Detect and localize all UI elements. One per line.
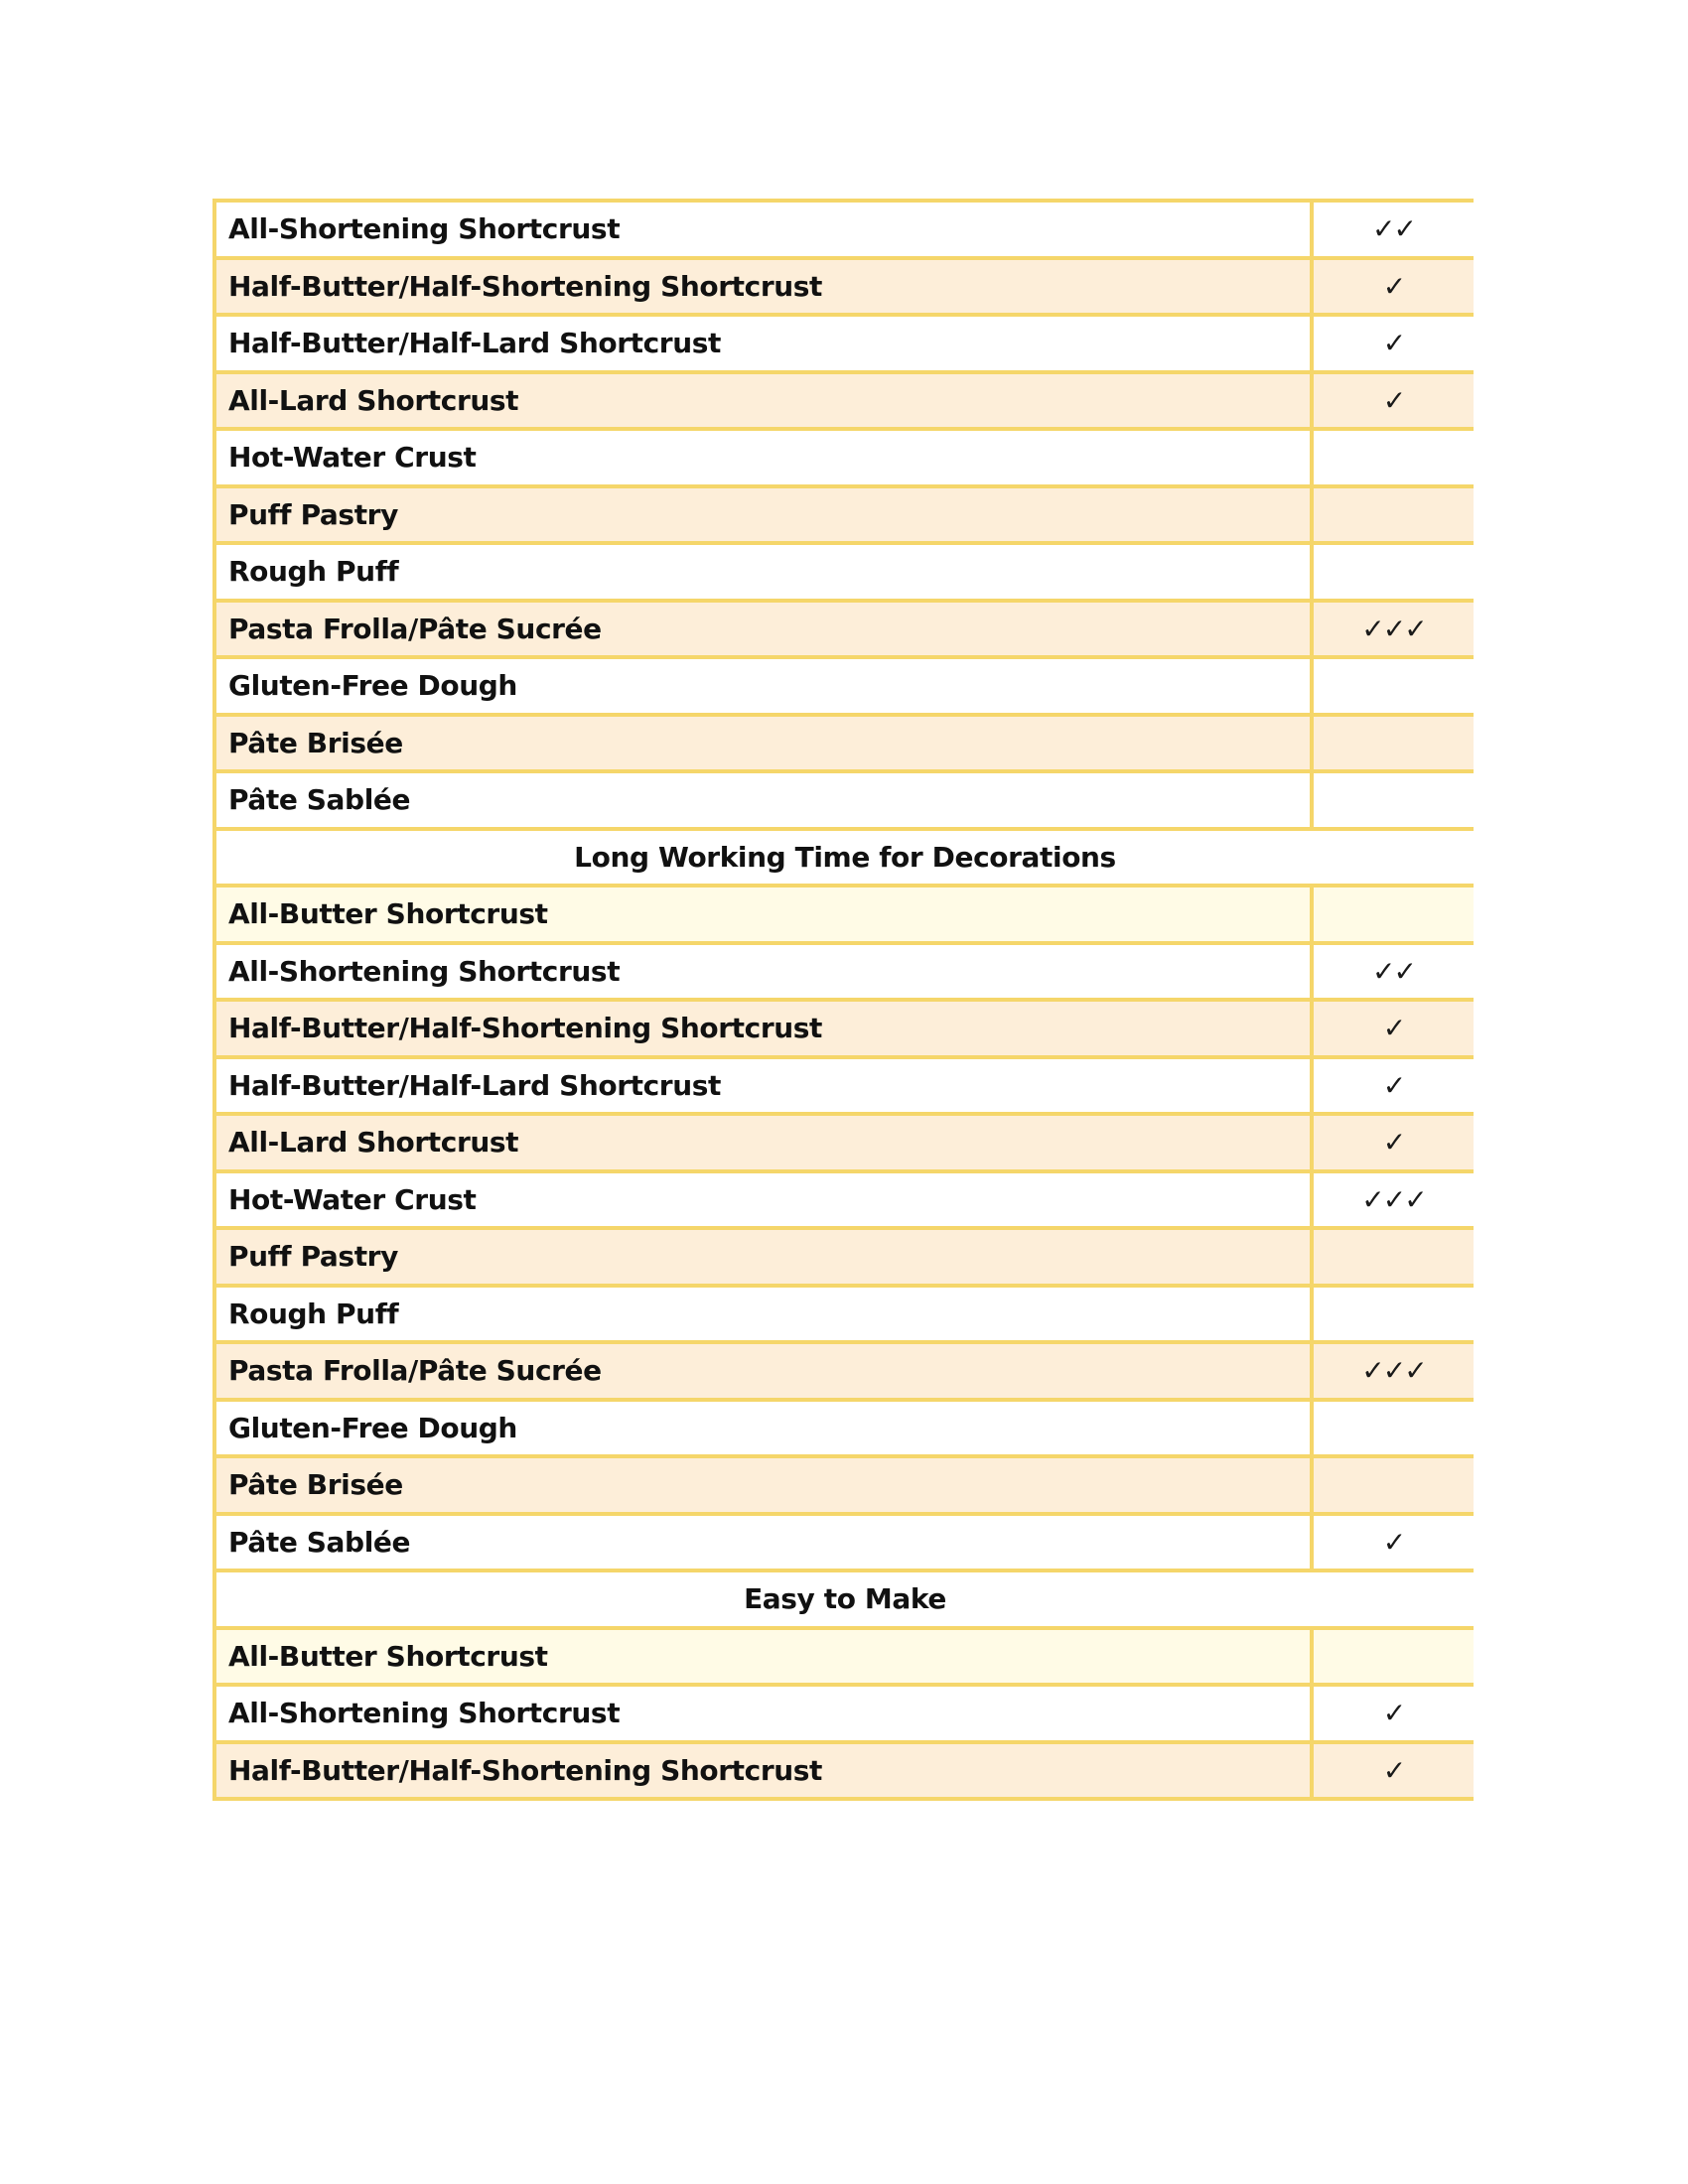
pastry-comparison-table <box>212 199 1474 1801</box>
pastry-name-cell: Hot-Water Crust <box>214 429 1312 486</box>
rating-checkmarks-cell <box>1312 886 1474 943</box>
rating-checkmarks-cell <box>1312 486 1474 544</box>
rating-checkmarks-cell <box>1312 657 1474 715</box>
table-row <box>214 372 1474 430</box>
rating-checkmarks-cell: ✓ <box>1312 315 1474 372</box>
rating-checkmarks-cell: ✓✓✓ <box>1312 1342 1474 1400</box>
rating-checkmarks-cell <box>1312 1456 1474 1514</box>
table-row <box>214 1456 1474 1514</box>
table-row <box>214 771 1474 829</box>
pastry-name-cell: Hot-Water Crust <box>214 1171 1312 1229</box>
pastry-name-cell: Pâte Sablée <box>214 771 1312 829</box>
table-row <box>214 1628 1474 1686</box>
rating-checkmarks-cell <box>1312 1286 1474 1343</box>
rating-checkmarks-cell: ✓ <box>1312 1742 1474 1800</box>
rating-checkmarks-cell: ✓✓✓ <box>1312 1171 1474 1229</box>
rating-checkmarks-cell: ✓ <box>1312 1057 1474 1115</box>
pastry-name-cell: Gluten-Free Dough <box>214 657 1312 715</box>
rating-checkmarks-cell: ✓✓✓ <box>1312 601 1474 658</box>
pastry-name-cell: All-Shortening Shortcrust <box>214 943 1312 1001</box>
table-row <box>214 1685 1474 1742</box>
table-row <box>214 657 1474 715</box>
table-row <box>214 1514 1474 1571</box>
rating-checkmarks-cell: ✓ <box>1312 1000 1474 1057</box>
table-row <box>214 429 1474 486</box>
pastry-name-cell: Pâte Sablée <box>214 1514 1312 1571</box>
pastry-name-cell: Half-Butter/Half-Shortening Shortcrust <box>214 1000 1312 1057</box>
pastry-name-cell: Pâte Brisée <box>214 715 1312 772</box>
section-heading-row <box>214 829 1474 887</box>
pastry-name-cell: All-Butter Shortcrust <box>214 886 1312 943</box>
rating-checkmarks-cell <box>1312 771 1474 829</box>
table-row <box>214 543 1474 601</box>
rating-checkmarks-cell <box>1312 543 1474 601</box>
table-row <box>214 1342 1474 1400</box>
pastry-name-cell: Puff Pastry <box>214 1228 1312 1286</box>
table-row <box>214 1286 1474 1343</box>
pastry-name-cell: Half-Butter/Half-Lard Shortcrust <box>214 315 1312 372</box>
table-row <box>214 486 1474 544</box>
table-row <box>214 1114 1474 1171</box>
table-row <box>214 258 1474 316</box>
table-row <box>214 1400 1474 1457</box>
rating-checkmarks-cell: ✓ <box>1312 1514 1474 1571</box>
rating-checkmarks-cell: ✓ <box>1312 372 1474 430</box>
pastry-name-cell: Pasta Frolla/Pâte Sucrée <box>214 601 1312 658</box>
rating-checkmarks-cell <box>1312 1400 1474 1457</box>
table-row <box>214 886 1474 943</box>
section-heading-row <box>214 1570 1474 1628</box>
table-row <box>214 315 1474 372</box>
pastry-comparison-table-container <box>212 199 1474 1985</box>
pastry-name-cell: Half-Butter/Half-Shortening Shortcrust <box>214 1742 1312 1800</box>
rating-checkmarks-cell: ✓ <box>1312 1114 1474 1171</box>
pastry-name-cell: Gluten-Free Dough <box>214 1400 1312 1457</box>
pastry-name-cell: Half-Butter/Half-Lard Shortcrust <box>214 1057 1312 1115</box>
pastry-name-cell: All-Shortening Shortcrust <box>214 1685 1312 1742</box>
pastry-name-cell: Half-Butter/Half-Shortening Shortcrust <box>214 258 1312 316</box>
pastry-name-cell: Rough Puff <box>214 543 1312 601</box>
pastry-name-cell: Rough Puff <box>214 1286 1312 1343</box>
table-row <box>214 1000 1474 1057</box>
pastry-name-cell: Pasta Frolla/Pâte Sucrée <box>214 1342 1312 1400</box>
table-row <box>214 201 1474 258</box>
pastry-name-cell: Puff Pastry <box>214 486 1312 544</box>
rating-checkmarks-cell <box>1312 1228 1474 1286</box>
table-row <box>214 943 1474 1001</box>
rating-checkmarks-cell: ✓ <box>1312 258 1474 316</box>
section-heading: Long Working Time for Decorations <box>214 829 1474 887</box>
pastry-name-cell: All-Shortening Shortcrust <box>214 201 1312 258</box>
table-row <box>214 1057 1474 1115</box>
table-row <box>214 1228 1474 1286</box>
rating-checkmarks-cell <box>1312 715 1474 772</box>
table-row <box>214 601 1474 658</box>
pastry-name-cell: All-Lard Shortcrust <box>214 372 1312 430</box>
rating-checkmarks-cell <box>1312 429 1474 486</box>
pastry-name-cell: All-Butter Shortcrust <box>214 1628 1312 1686</box>
rating-checkmarks-cell: ✓ <box>1312 1685 1474 1742</box>
table-row <box>214 1171 1474 1229</box>
table-body <box>214 201 1474 1799</box>
table-row <box>214 715 1474 772</box>
table-row <box>214 1742 1474 1800</box>
rating-checkmarks-cell: ✓✓ <box>1312 201 1474 258</box>
section-heading: Easy to Make <box>214 1570 1474 1628</box>
rating-checkmarks-cell: ✓✓ <box>1312 943 1474 1001</box>
pastry-name-cell: Pâte Brisée <box>214 1456 1312 1514</box>
rating-checkmarks-cell <box>1312 1628 1474 1686</box>
pastry-name-cell: All-Lard Shortcrust <box>214 1114 1312 1171</box>
